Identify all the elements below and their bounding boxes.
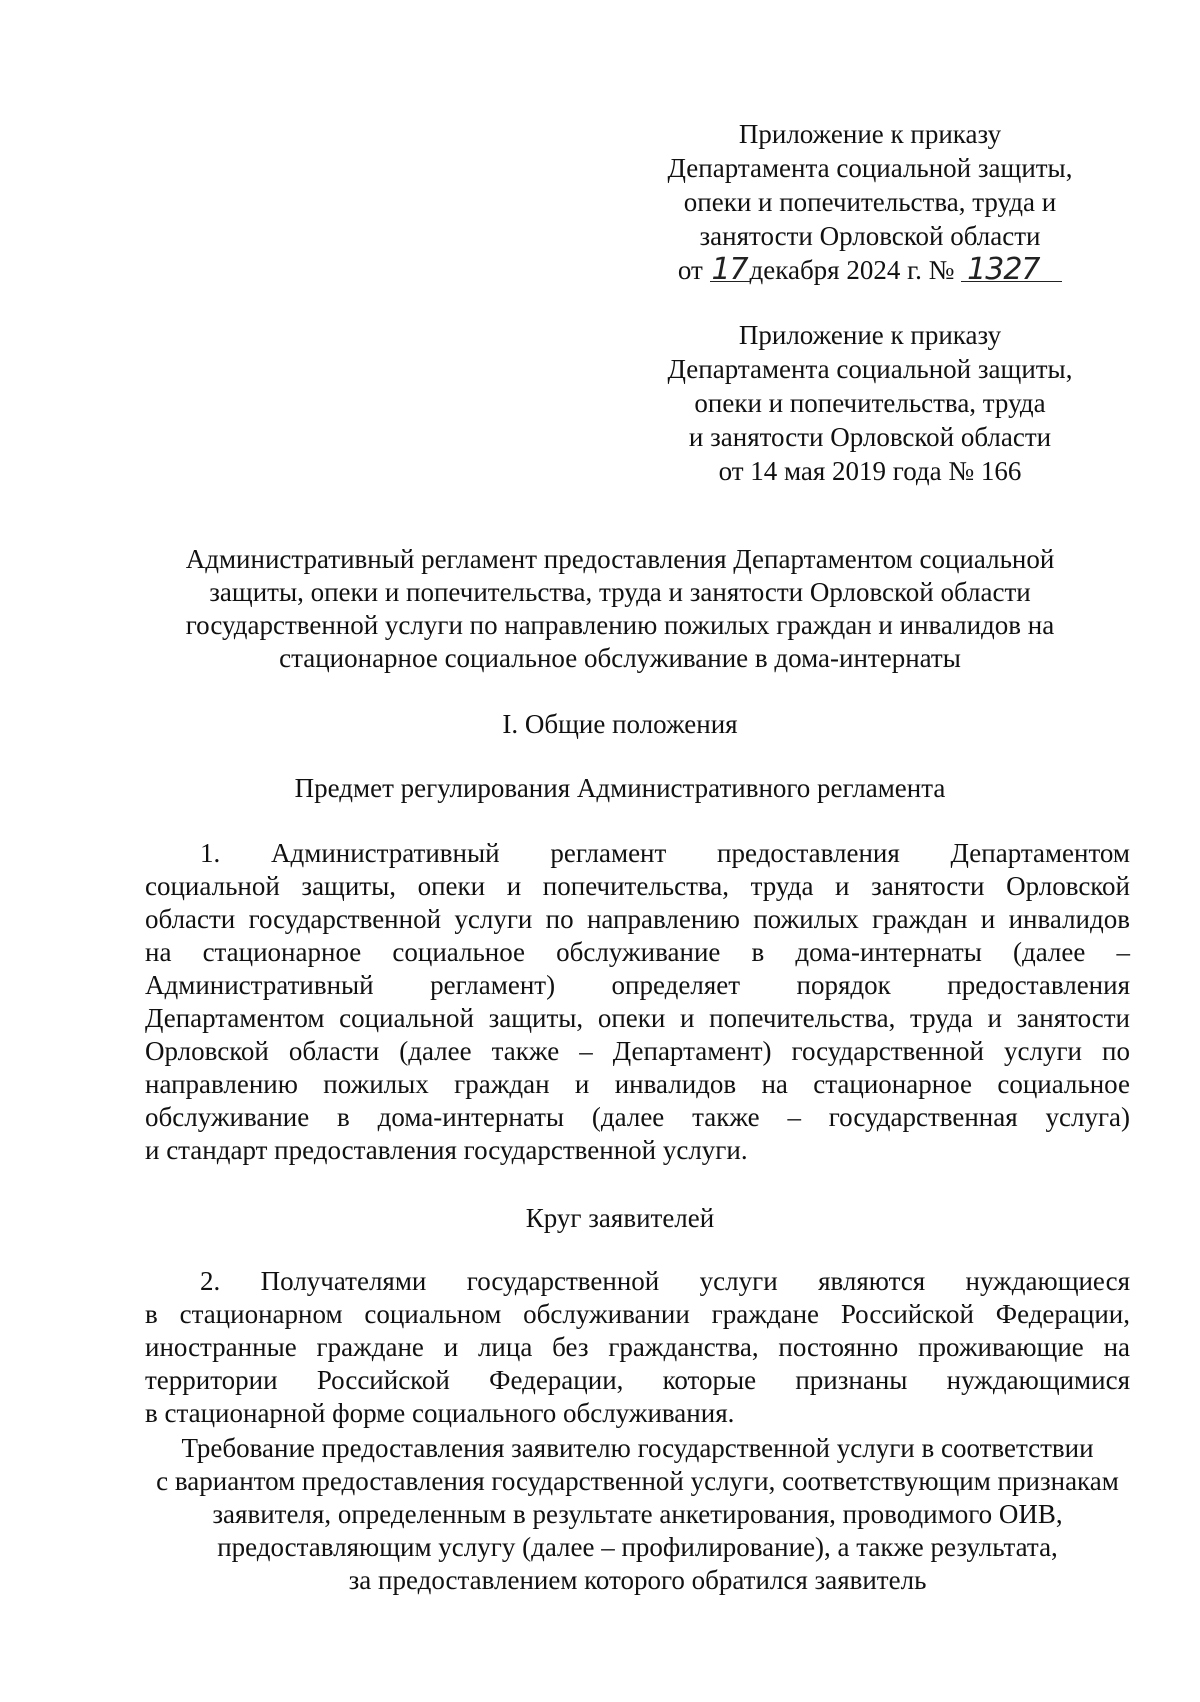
title-line: защиты, опеки и попечительства, труда и занятости Орловской области [209,577,1031,607]
paragraph-line: в стационарном социальном обслуживании граждане Российской Федерации, [145,1299,1130,1329]
requirement-heading [145,1432,1130,1597]
paragraph-line: 1. Административный регламент предоставления Департаментом [200,838,1130,868]
paragraph-line: Департаментом социальной защиты, опеки и попечительства, труда и занятости [145,1003,1130,1033]
title-line: стационарное социальное обслуживание в дома-интернаты [279,643,961,673]
title-line: Административный регламент предоставления Департаментом социальной [185,544,1055,574]
appendix-line: опеки и попечительства, труда [694,388,1046,418]
appendix-line: Приложение к приказу [738,119,1002,149]
requirement-heading-line: заявителя, определенным в результате анкетирования, проводимого ОИВ, [212,1499,1063,1529]
paragraph-line: в стационарной форме социального обслуживания. [145,1398,735,1428]
appendix-line: и занятости Орловской области [688,422,1052,452]
subheading-subject: Предмет регулирования Административного регламента [294,773,946,803]
requirement-heading-line: Требование предоставления заявителю государственной услуги в соответствии [181,1433,1094,1463]
paragraph-line: иностранные граждане и лица без гражданства, постоянно проживающие на [145,1332,1130,1362]
paragraph-line: области государственной услуги по направлению пожилых граждан и инвалидов [145,904,1130,934]
handwritten-order-number: 1327 [961,253,1062,287]
title-line: государственной услуги по направлению пожилых граждан и инвалидов на [185,610,1055,640]
paragraph-line: территории Российской Федерации, которые признаны нуждающимися [145,1365,1130,1395]
appendix-line: занятости Орловской области [699,221,1041,251]
paragraph-line: Орловской области (далее также – Департамент) государственной услуги по [145,1036,1130,1066]
appendix-current-order [640,117,1100,287]
appendix-original-order [640,318,1100,488]
paragraph-line: и стандарт предоставления государственной услуги. [145,1135,748,1165]
appendix-line: Приложение к приказу [738,320,1002,350]
date-prefix: от [677,255,703,285]
requirement-heading-line: за предоставлением которого обратился заявитель [348,1565,927,1595]
requirement-heading-line: предоставляющим услугу (далее – профилирование), а также результата, [217,1532,1058,1562]
handwritten-day: 17 [711,252,748,287]
paragraph-2 [145,1265,1130,1430]
paragraph-line: социальной защиты, опеки и попечительства, труда и занятости Орловской [145,871,1130,901]
appendix-line: от 14 мая 2019 года № 166 [718,456,1022,486]
section-heading: I. Общие положения [502,709,738,739]
appendix-line: Департамента социальной защиты, [667,354,1073,384]
subheading-applicants: Круг заявителей [525,1203,715,1233]
paragraph-line: на стационарное социальное обслуживание в дома-интернаты (далее – [145,937,1130,967]
paragraph-line: 2. Получателями государственной услуги являются нуждающиеся [200,1266,1130,1296]
paragraph-line: направлению пожилых граждан и инвалидов на стационарное социальное [145,1069,1130,1099]
document-title [150,543,1090,675]
appendix-date-line [640,253,1100,287]
date-rest: декабря 2024 г. № [749,255,955,285]
paragraph-line: обслуживание в дома-интернаты (далее также – государственная услуга) [145,1102,1130,1132]
paragraph-1 [145,837,1130,1167]
paragraph-line: Административный регламент) определяет порядок предоставления [145,970,1130,1000]
appendix-line: Департамента социальной защиты, [667,153,1073,183]
requirement-heading-line: с вариантом предоставления государственной услуги, соответствующим признакам [156,1466,1119,1496]
appendix-line: опеки и попечительства, труда и [683,187,1057,217]
